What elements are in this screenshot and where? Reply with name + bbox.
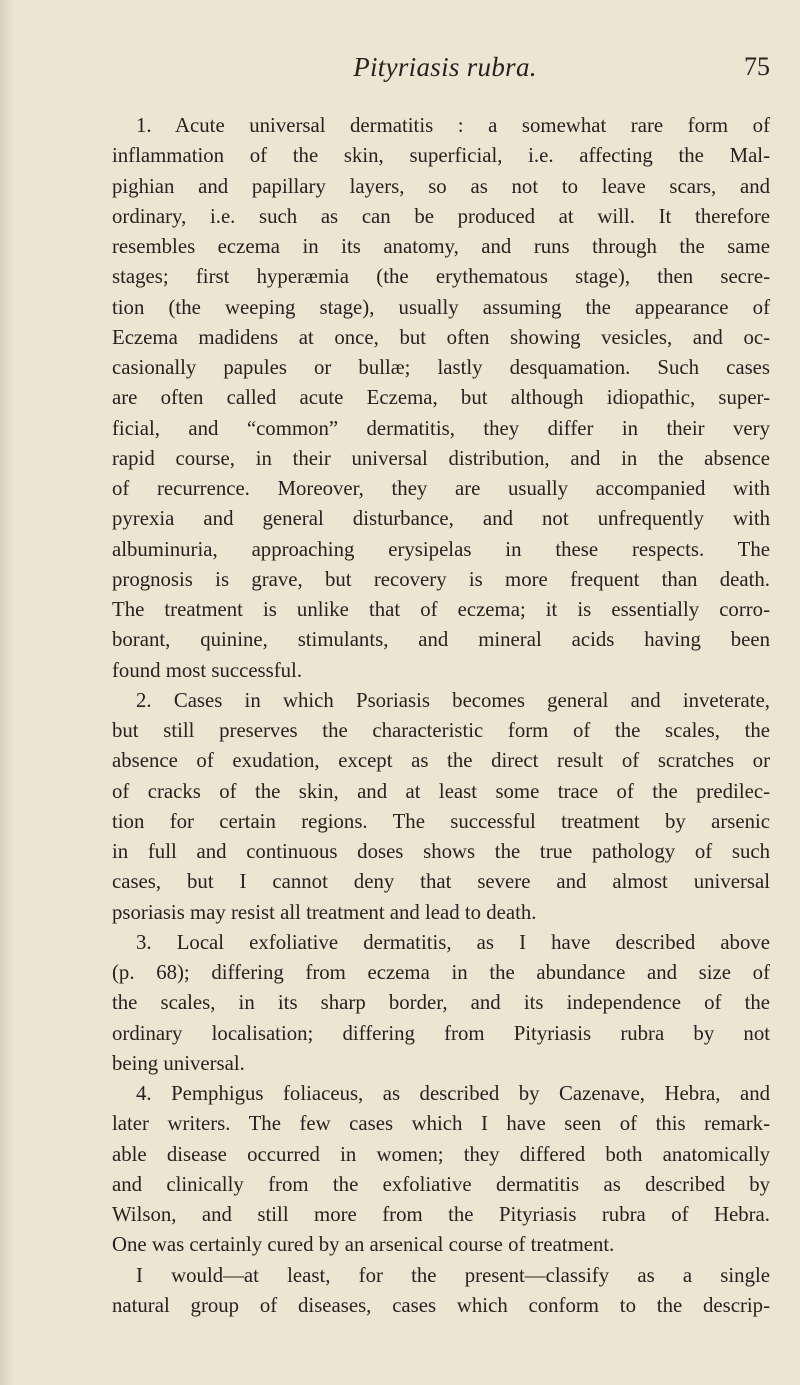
text-line: in full and continuous doses shows the true pathology of such: [112, 840, 770, 863]
text-line: 1. Acute universal dermatitis : a somewhat rare form of: [136, 114, 770, 137]
text-line: prognosis is grave, but recovery is more frequent than death.: [112, 567, 770, 591]
text-line: but still preserves the characteristic form of the scales, the: [112, 719, 770, 742]
text-line: casionally papules or bullæ; lastly desquamation. Such cases: [112, 356, 770, 379]
text-line: inflammation of the skin, superficial, i.e. affecting the Mal-: [112, 144, 770, 168]
text-line: pyrexia and general disturbance, and not unfrequently with: [112, 507, 770, 531]
text-line: (p. 68); differing from eczema in the abundance and size of: [112, 961, 770, 984]
text-line: Eczema madidens at once, but often showing vesicles, and oc-: [112, 325, 770, 349]
text-line: psoriasis may resist all treatment and lead to death.: [112, 900, 537, 924]
text-line: are often called acute Eczema, but although idiopathic, super-: [112, 386, 770, 410]
text-line: tion (the weeping stage), usually assuming the appearance of: [112, 295, 770, 319]
text-line: ordinary localisation; differing from Pityriasis rubra by not: [112, 1021, 770, 1045]
text-line: stages; first hyperæmia (the erythematous stage), then secre-: [112, 265, 770, 289]
text-line: the scales, in its sharp border, and its independence of the: [112, 991, 770, 1015]
text-line: borant, quinine, stimulants, and mineral acids having been: [112, 628, 770, 652]
text-line: One was certainly cured by an arsenical course of treatment.: [112, 1233, 615, 1257]
body-text: [112, 111, 770, 1321]
text-line: and clinically from the exfoliative dermatitis as described by: [112, 1172, 770, 1196]
page-edge-shadow: [0, 0, 14, 1385]
text-line: pighian and papillary layers, so as not to leave scars, and: [112, 174, 770, 198]
text-line: 3. Local exfoliative dermatitis, as I have described above: [136, 930, 770, 954]
text-line: ordinary, i.e. such as can be produced at will. It therefore: [112, 204, 770, 228]
text-line: 4. Pemphigus foliaceus, as described by Cazenave, Hebra, and: [136, 1082, 770, 1105]
text-line: able disease occurred in women; they differed both anatomically: [112, 1142, 770, 1166]
text-line: resembles eczema in its anatomy, and runs through the same: [112, 235, 770, 258]
running-title: Pityriasis rubra.: [353, 52, 537, 82]
text-line: absence of exudation, except as the direct result of scratches or: [112, 749, 770, 773]
text-line: Wilson, and still more from the Pityriasis rubra of Hebra.: [112, 1203, 770, 1226]
text-line: ficial, and “common” dermatitis, they differ in their very: [112, 416, 770, 440]
text-line: being universal.: [112, 1051, 245, 1075]
text-line: cases, but I cannot deny that severe and almost universal: [112, 870, 770, 894]
text-line: rapid course, in their universal distribution, and in the absence: [112, 446, 770, 470]
page-header: [120, 52, 770, 92]
text-line: 2. Cases in which Psoriasis becomes general and inveterate,: [136, 688, 770, 712]
page-number: 75: [744, 52, 770, 81]
text-line: of cracks of the skin, and at least some trace of the predilec-: [112, 779, 770, 803]
text-line: found most successful.: [112, 658, 303, 682]
text-line: of recurrence. Moreover, they are usually accompanied with: [112, 477, 770, 500]
text-line: later writers. The few cases which I have seen of this remark-: [112, 1112, 770, 1136]
text-line: I would—at least, for the present—classify as a single: [136, 1263, 770, 1287]
text-line: The treatment is unlike that of eczema; it is essentially corro-: [112, 598, 770, 621]
text-line: albuminuria, approaching erysipelas in these respects. The: [112, 537, 770, 561]
text-line: tion for certain regions. The successful treatment by arsenic: [112, 809, 770, 833]
text-line: natural group of diseases, cases which conform to the descrip-: [112, 1293, 770, 1317]
